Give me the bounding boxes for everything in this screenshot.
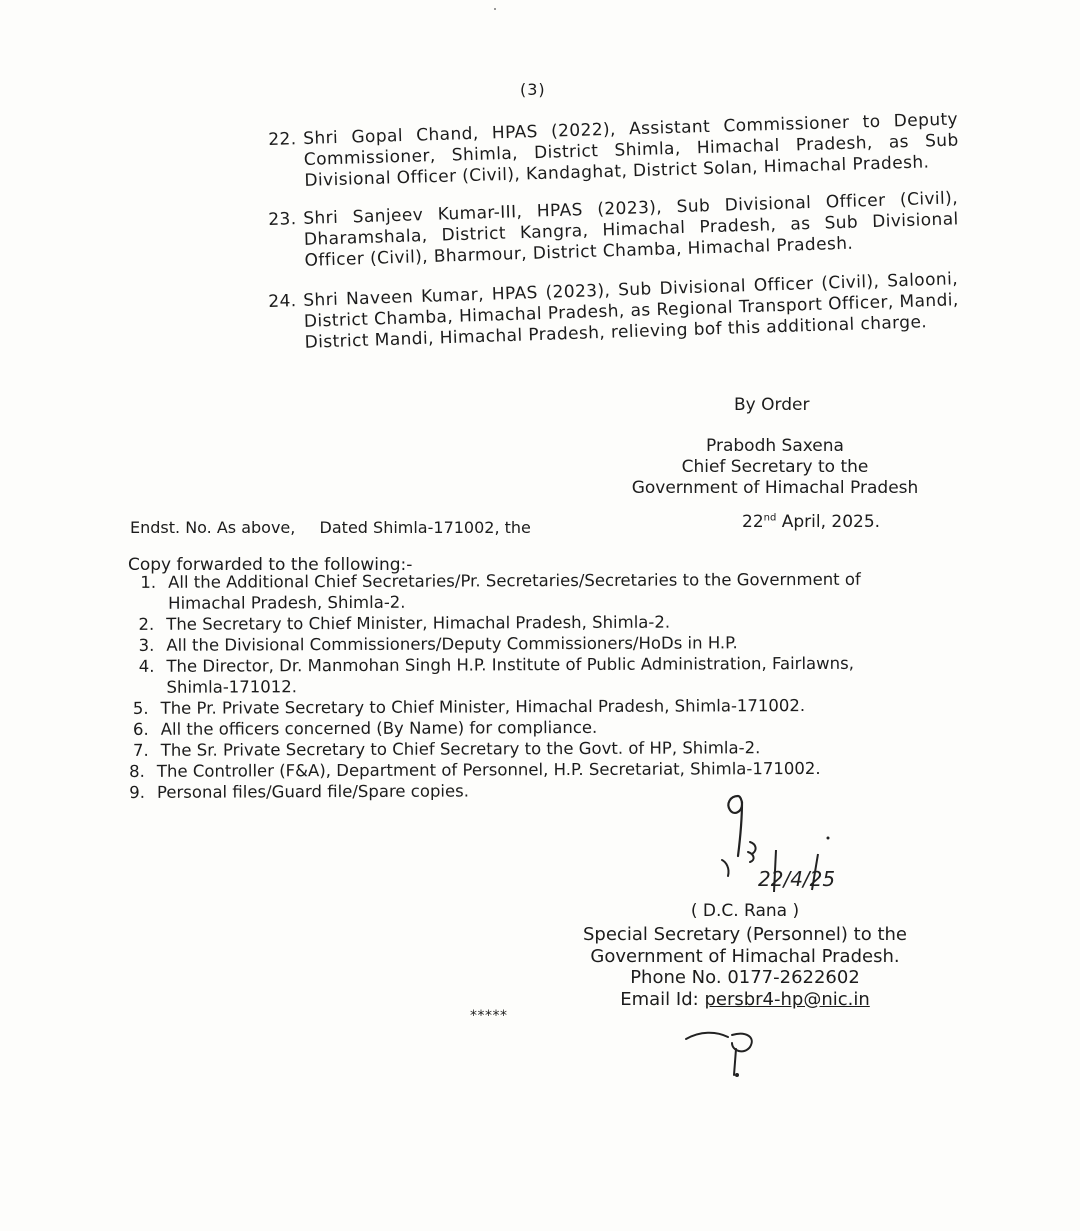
order-text: Shri Gopal Chand, HPAS (2022), Assistant Commissioner to Deputy Commissioner, Shimla, District Shimla, Himachal Pradesh, as Sub Divisional Officer (Civil), Kandaghat, District Solan, Himachal Pradesh. bbox=[302, 109, 959, 191]
signatory-government: Government of Himachal Pradesh bbox=[631, 478, 919, 498]
list-item-text: The Controller (F&A), Department of Personnel, H.P. Secretariat, Shimla-171002. bbox=[156, 758, 821, 781]
list-item-text: The Pr. Private Secretary to Chief Minister, Himachal Pradesh, Shimla-171002. bbox=[160, 695, 806, 718]
list-item-text: All the officers concerned (By Name) for compliance. bbox=[160, 717, 598, 739]
page-number: (3) bbox=[520, 80, 546, 99]
list-item-number: 6. bbox=[132, 719, 149, 739]
list-item-number: 1. bbox=[140, 572, 157, 592]
list-item bbox=[128, 652, 976, 698]
list-item-text: The Secretary to Chief Minister, Himachal Pradesh, Shimla-2. bbox=[166, 612, 671, 634]
order-item bbox=[268, 188, 960, 273]
order-text: Shri Sanjeev Kumar-III, HPAS (2023), Sub Divisional Officer (Civil), Dharamshala, District Kangra, Himachal Pradesh, as Sub Divisional Officer (Civil), Bharmour, District Chamba, Himachal Pradesh. bbox=[302, 188, 959, 271]
signatory-block bbox=[600, 436, 950, 499]
email-link[interactable]: persbr4-hp@nic.in bbox=[704, 988, 870, 1010]
order-number: 22. bbox=[268, 129, 297, 150]
endorsement-line bbox=[130, 518, 531, 537]
signature-date: 22/4/25 bbox=[758, 867, 836, 891]
list-item-text: All the Divisional Commissioners/Deputy Commissioners/HoDs in H.P. bbox=[166, 633, 738, 655]
order-number: 23. bbox=[268, 209, 297, 230]
list-item-text: All the Additional Chief Secretaries/Pr. Secretaries/Secretaries to the Government of bbox=[168, 569, 861, 592]
officer-government: Government of Himachal Pradesh. bbox=[590, 945, 900, 967]
order-item bbox=[268, 269, 960, 355]
officer-block bbox=[560, 924, 930, 1010]
list-item-number: 4. bbox=[138, 656, 155, 676]
endorsement-number: Endst. No. As above, bbox=[130, 518, 296, 537]
date-day: 22 bbox=[742, 512, 764, 532]
ink-dot bbox=[735, 1073, 739, 1077]
phone-label: Phone No. bbox=[630, 967, 722, 988]
list-item-text-continued: Shimla-171012. bbox=[166, 677, 298, 697]
handwritten-signature bbox=[700, 790, 900, 900]
paper-speck bbox=[494, 8, 496, 10]
signatory-designation: Chief Secretary to the bbox=[681, 457, 869, 477]
email-label: Email Id: bbox=[620, 988, 699, 1010]
list-item-text: The Director, Dr. Manmohan Singh H.P. Institute of Public Administration, Fairlawns, bbox=[166, 653, 854, 676]
list-item-number: 3. bbox=[138, 635, 155, 655]
handwritten-initials bbox=[680, 1025, 760, 1080]
list-item bbox=[130, 568, 976, 614]
list-item-number: 8. bbox=[129, 761, 145, 781]
order-text: Shri Naveen Kumar, HPAS (2023), Sub Divisional Officer (Civil), Salooni, District Chamba, Himachal Pradesh, as Regional Transport Officer, Mandi, District Mandi, Himachal Pradesh, relieving bof this additional charge. bbox=[302, 269, 959, 353]
list-item-text-continued: Himachal Pradesh, Shimla-2. bbox=[168, 592, 406, 613]
date-suffix: nd bbox=[763, 512, 777, 524]
signatory-name: Prabodh Saxena bbox=[706, 436, 844, 456]
by-order-label: By Order bbox=[734, 395, 810, 415]
endorsement-date bbox=[742, 512, 880, 532]
list-item-number: 5. bbox=[132, 698, 149, 718]
officer-email bbox=[560, 989, 930, 1011]
list-item-number: 2. bbox=[138, 614, 155, 634]
officer-phone bbox=[560, 967, 930, 989]
officer-designation: Special Secretary (Personnel) to the bbox=[583, 924, 907, 945]
copy-forwarded-heading: Copy forwarded to the following:- bbox=[128, 555, 413, 575]
list-item-text: The Sr. Private Secretary to Chief Secretary to the Govt. of HP, Shimla-2. bbox=[160, 738, 761, 760]
order-item bbox=[268, 110, 960, 193]
endorsement-dated: Dated Shimla-171002, the bbox=[319, 518, 531, 537]
list-item-text: Personal files/Guard file/Spare copies. bbox=[156, 781, 470, 802]
copy-forwarded-list bbox=[116, 566, 977, 803]
phone-number: 0177-2622602 bbox=[727, 967, 860, 988]
date-rest: April, 2025. bbox=[781, 512, 881, 532]
list-item-number: 7. bbox=[132, 740, 149, 760]
end-of-document-mark: ***** bbox=[470, 1008, 508, 1024]
order-number: 24. bbox=[268, 291, 297, 312]
list-item-number: 9. bbox=[129, 782, 146, 802]
officer-name: ( D.C. Rana ) bbox=[690, 901, 800, 921]
